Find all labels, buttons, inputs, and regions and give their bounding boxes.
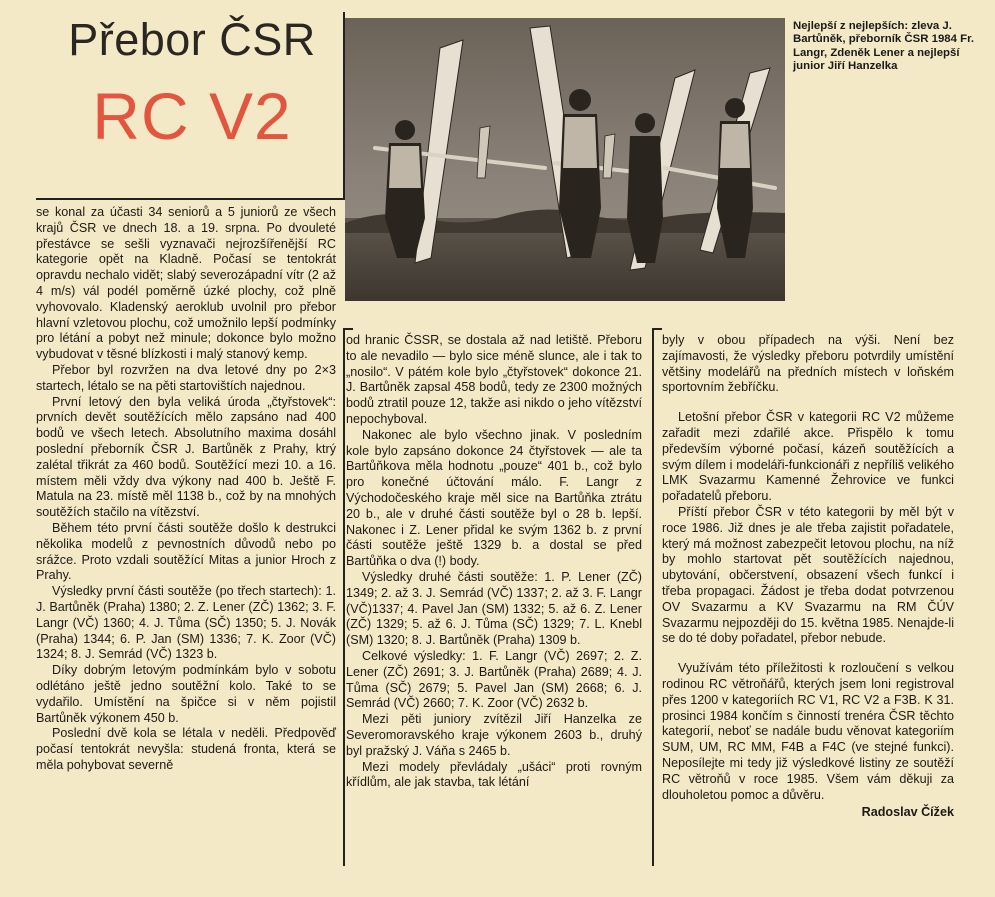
paragraph: byly v obou případech na výši. Není bez zajímavosti, že výsledky přeboru potvrdily umístění většiny modelářů na předních místech v loňském sportovním žebříčku. — [662, 333, 954, 395]
paragraph: Díky dobrým letovým podmínkám bylo v sobotu odlétáno ještě jedno soutěžní kolo. Také to se vydařilo. Umístění na špičce si v něm pojistil Bartůněk výkonem 450 b. — [36, 663, 336, 725]
column-rule-1 — [343, 328, 345, 866]
paragraph: Letošní přebor ČSR v kategorii RC V2 můžeme zařadit mezi zdařilé akce. Přispělo k tomu především výborné počasí, kázeň soutěžících a svým dílem i modeláři-funkcionáři z nepříliš velikého LMK Svazarmu Kamenné Žehrovice ve funkci pořadatelů přeboru. — [662, 410, 954, 504]
article-title: Přebor ČSR — [68, 14, 316, 65]
column-rule-2 — [652, 328, 654, 866]
title-frame-bottom-rule — [36, 198, 344, 200]
article-column-1 — [36, 205, 336, 774]
paragraph: se konal za účasti 34 seniorů a 5 juniorů ze všech krajů ČSR ve dnech 18. a 19. srpna. Po dvouleté přestávce se sešli vyznavači nejrozšířenější RC kategorie opět na Kladně. Počasí se tentokrát opravdu nechalo vidět; slabý severozápadní vítr (2 až 4 m/s) vál podél poměrně úzké plochy, což plně vyhovovalo. Kladenský aeroklub uvolnil pro přebor hlavní vzletovou plochu, což umožnilo lepší podmínky pro létání a pobyt než minule; dokonce bylo možno vybudovat v těsné blízkosti i malý stanový kemp. — [36, 205, 336, 362]
paragraph: Poslední dvě kola se létala v neděli. Předpověď počasí tentokrát nevyšla: studená fronta, která se měla pohybovat severně — [36, 726, 336, 772]
paragraph: Výsledky druhé části soutěže: 1. P. Lener (ZČ) 1349; 2. až 3. J. Semrád (VČ) 1337; 2. až 3. F. Langr (VČ)1337; 4. Pavel Jan (SM) 1332; 5. až 6. Z. Lener (ZČ) 1329; 5. až 6. J. Tůma (SČ) 1329; 7. L. Knebl (SM) 1320; 8. J. Bartůněk (Praha) 1309 b. — [346, 569, 642, 648]
paragraph: Mezi pěti juniory zvítězil Jiří Hanzelka ze Severomoravského kraje výkonem 2603 b., druhý byl pražský J. Váňa s 2465 b. — [346, 712, 642, 758]
paragraph: První letový den byla veliká úroda „čtyřstovek“: prvních devět soutěžících mělo zapsáno nad 400 bodů ve všech letech. Absolutního maxima dosáhl poslední přeborník ČSR J. Bartůněk z Prahy, ktrý zalétal třikrát za 460 bodů. Soutěžící mezi 10. a 16. místem měli vždy dva výkony nad 400 b. Ještě F. Matula na 23. místě měl 1138 b., což by na mnohých soutěžích stačilo na vítězství. — [36, 394, 336, 520]
photo-rc-gliders-winners — [345, 18, 785, 301]
article-column-2 — [346, 333, 642, 791]
article-column-3 — [662, 333, 954, 821]
paragraph: Příští přebor ČSR v této kategorii by měl být v roce 1986. Již dnes je ale třeba zajistit pořadatele, který má možnost zabezpečit letovou plochu, na níž by mohlo startovat pět soutěžících najednou, ubytování, občerstvení, obsazení všech funkcí i třeba propagaci. Žádost je třeba dodat potvrzenou OV Svazarmu a KV Svazarmu na RM ČÚV Svazarmu nejpozději do 15. května 1985. Nenajde-li se do té doby pořadatel, přebor nebude. — [662, 504, 954, 646]
paragraph: Celkové výsledky: 1. F. Langr (VČ) 2697; 2. Z. Lener (ZČ) 2691; 3. J. Bartůněk (Praha) 2689; 4. J. Tůma (SČ) 2679; 5. Pavel Jan (SM) 2668; 6. J. Semrád (VČ) 2660; 7. K. Zoor (VČ) 2632 b. — [346, 648, 642, 711]
paragraph: Přebor byl rozvržen na dva letové dny po 2×3 startech, létalo se na pěti startovištích najednou. — [36, 362, 336, 393]
paragraph: Nakonec ale bylo všechno jinak. V posledním kole bylo zapsáno dokonce 24 čtyřstovek — ale ta Bartůňkova měla hodnotu „pouze“ 401 b., což bylo pro konečné účtování málo. F. Langr z Východočeského kraje měl sice na Bartůňka ztrátu 20 b., ale v druhé části soutěže byl o 28 b. lepší. Nakonec i Z. Lener přidal ke svým 1362 b. z první části soutěže ještě 1329 b. a dostal se před Bartůňka o dva (!) body. — [346, 427, 642, 569]
article-category-title: RC V2 — [92, 79, 292, 153]
paragraph: Během této první části soutěže došlo k destrukci několika modelů z pevnostních důvodů nebo po srážce. Proto vzdali soutěžící Mitas a junior Hroch z Prahy. — [36, 520, 336, 583]
paragraph: Výsledky první části soutěže (po třech startech): 1. J. Bartůněk (Praha) 1380; 2. Z. Lener (ZČ) 1362; 3. F. Langr (VČ) 1360; 4. J. Tůma (SČ) 1350; 5. J. Novák (Praha) 1344; 6. P. Jan (SM) 1336; 7. K. Zoor (VČ) 1324; 8. J. Semrád (VČ) 1323 b. — [36, 584, 336, 662]
column-top-rule-3 — [652, 328, 662, 330]
paragraph: od hranic ČSSR, se dostala až nad letiště. Přeboru to ale nevadilo — bylo sice méně slunce, ale i tak to „nosilo“. V pátém kole bylo „čtyřstovek“ dokonce 21. J. Bartůněk zapsal 458 bodů, tedy ze 2300 možných bodů ztratil pouze 12, takže asi nikdo o jeho vítězství nepochyboval. — [346, 333, 642, 426]
paragraph: Využívám této příležitosti k rozloučení s velkou rodinou RC větroňářů, kterých jsem loni registroval přes 1200 v kategoriích RC V1, RC V2 a F3B. K 31. prosinci 1984 končím s činností trenéra ČSR těchto kategorií, neboť se nadále budu věnovat kategoriím SUM, UM, RC MM, F4B a F4C (ve stejné funkci). Neposílejte mi tedy již výsledkové listiny ze soutěží RC větroňů v roce 1985. Všem vám děkuji za dlouholetou pomoc a důvěru. — [662, 661, 954, 802]
paragraph: Mezi modely převládaly „ušáci“ proti rovným křídlům, ale jak stavba, tak létání — [346, 759, 642, 790]
photo-caption: Nejlepší z nejlepších: zleva J. Bartůněk, přeborník ČSR 1984 Fr. Langr, Zdeněk Lener a nejlepší junior Jiří Hanzelka — [793, 20, 975, 72]
column-top-rule-2 — [343, 328, 353, 330]
author-signature: Radoslav Čížek — [861, 805, 954, 820]
